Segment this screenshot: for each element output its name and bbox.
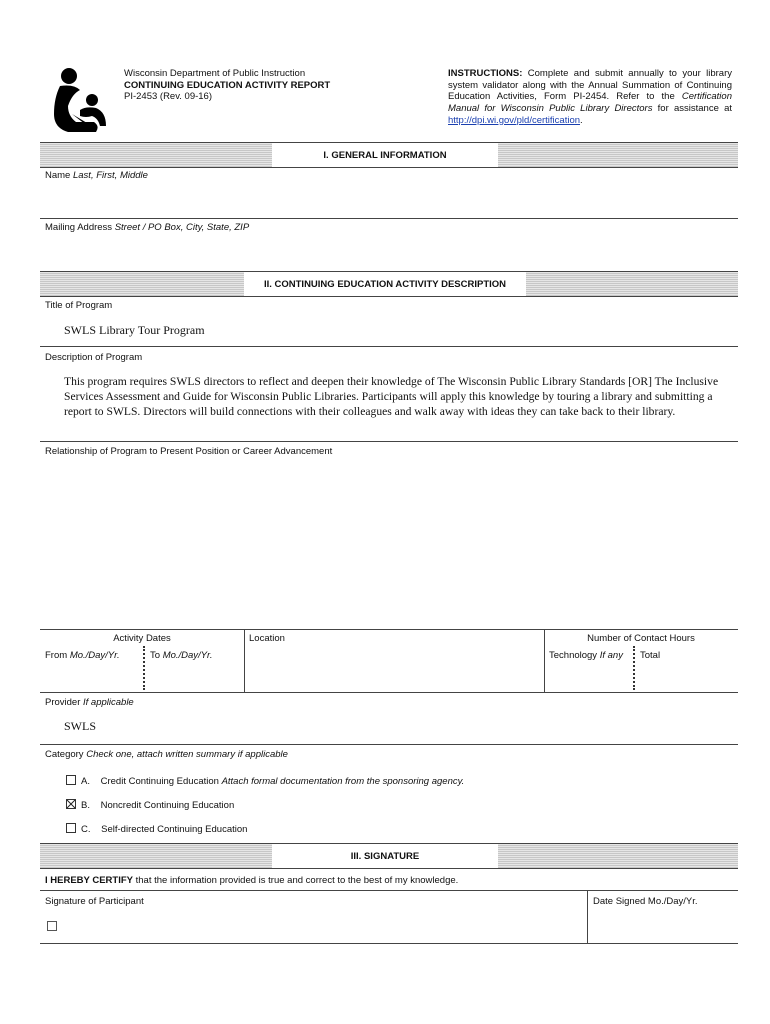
checkbox-noncredit[interactable]	[66, 799, 76, 809]
provider-label-text: Provider	[45, 697, 81, 708]
option-label: Credit Continuing Education	[100, 776, 219, 787]
divider	[40, 629, 738, 630]
technology-hours-field[interactable]	[546, 664, 632, 690]
location-field[interactable]	[246, 648, 542, 690]
title-field[interactable]: SWLS Library Tour Program	[64, 323, 205, 337]
address-label-text: Mailing Address	[45, 222, 113, 233]
section-title-general: I. GENERAL INFORMATION	[272, 143, 498, 167]
name-label	[45, 170, 148, 182]
address-label	[45, 222, 249, 234]
divider	[40, 943, 738, 944]
option-letter: A.	[81, 776, 90, 787]
section-band-general	[40, 142, 738, 168]
divider	[40, 744, 738, 745]
section-title-activity: II. CONTINUING EDUCATION ACTIVITY DESCRIPTION	[244, 272, 526, 296]
section-band-signature	[40, 843, 738, 869]
dpi-logo	[50, 66, 114, 134]
description-label: Description of Program	[45, 352, 143, 363]
option-hint: Attach formal documentation from the sponsoring agency.	[221, 776, 465, 787]
category-label	[45, 749, 288, 761]
total-label: Total	[640, 650, 661, 661]
divider	[40, 441, 738, 442]
to-label	[150, 650, 212, 662]
signature-field[interactable]	[47, 921, 57, 931]
activity-dates-label: Activity Dates	[113, 633, 171, 644]
from-hint: Mo./Day/Yr.	[69, 650, 120, 661]
to-date-field[interactable]	[146, 664, 243, 690]
name-label-text: Name	[45, 170, 71, 181]
certify-text: that the information provided is true and correct to the best of my knowledge.	[135, 875, 459, 886]
divider	[587, 890, 588, 944]
divider	[40, 692, 738, 693]
option-letter: C.	[81, 824, 91, 835]
contact-hours-label: Number of Contact Hours	[587, 633, 695, 644]
technology-label-text: Technology	[549, 650, 598, 661]
from-label-text: From	[45, 650, 68, 661]
divider	[244, 629, 245, 692]
divider	[40, 890, 738, 891]
category-hint: Check one, attach written summary if applicable	[86, 749, 288, 760]
address-hint: Street / PO Box, City, State, ZIP	[114, 222, 250, 233]
form-title: CONTINUING EDUCATION ACTIVITY REPORT	[124, 79, 331, 91]
date-signed-label: Date Signed Mo./Day/Yr.	[593, 896, 698, 907]
section-band-activity	[40, 271, 738, 297]
title-label: Title of Program	[45, 300, 113, 311]
option-noncredit	[81, 800, 234, 812]
provider-label	[45, 697, 134, 709]
hours-separator	[633, 646, 635, 690]
provider-field[interactable]: SWLS	[64, 719, 97, 733]
header-block	[124, 68, 414, 103]
certify-statement	[45, 875, 458, 887]
option-label: Noncredit Continuing Education	[100, 800, 235, 811]
to-hint: Mo./Day/Yr.	[162, 650, 213, 661]
relationship-label: Relationship of Program to Present Position or Career Advancement	[45, 446, 333, 457]
date-separator	[143, 646, 145, 690]
instructions-end: .	[580, 114, 583, 126]
provider-hint: If applicable	[83, 697, 134, 708]
option-label: Self-directed Continuing Education	[101, 824, 248, 835]
technology-hint: If any	[599, 650, 623, 661]
category-label-text: Category	[45, 749, 84, 760]
certification-link[interactable]: http://dpi.wi.gov/pld/certification	[448, 114, 581, 126]
instructions-label: INSTRUCTIONS:	[448, 68, 523, 79]
checkmark-x-icon	[66, 799, 76, 809]
instructions-text-2: for assistance at	[657, 103, 732, 115]
to-label-text: To	[150, 650, 161, 661]
option-letter: B.	[81, 800, 90, 811]
section-title-signature: III. SIGNATURE	[272, 844, 498, 868]
instructions-manual: Certification Manual for Wisconsin Public Library Directors	[448, 91, 732, 115]
participant-signature-label: Signature of Participant	[45, 896, 144, 907]
option-self-directed	[81, 824, 247, 836]
name-field[interactable]	[40, 184, 738, 218]
divider	[40, 346, 738, 347]
from-label	[45, 650, 120, 662]
certify-bold: I HEREBY CERTIFY	[45, 875, 133, 886]
technology-label	[549, 650, 623, 662]
instructions	[448, 68, 732, 127]
from-date-field[interactable]	[40, 664, 142, 690]
checkbox-credit[interactable]	[66, 775, 76, 785]
form-number: PI-2453 (Rev. 09-16)	[124, 91, 213, 103]
name-hint: Last, First, Middle	[72, 170, 148, 181]
relationship-field[interactable]	[40, 460, 738, 628]
date-signed-field[interactable]	[590, 910, 736, 942]
instructions-text: Complete and submit annually to your library system validator along with the Annual Summation of Continuing Education Activities, Form PI-2454. Refer to the	[448, 68, 733, 103]
address-field[interactable]	[40, 236, 738, 270]
option-credit	[81, 776, 464, 788]
divider	[40, 218, 738, 219]
checkbox-self-directed[interactable]	[66, 823, 76, 833]
agency-name: Wisconsin Department of Public Instruction	[124, 68, 306, 79]
location-label: Location	[249, 633, 285, 644]
total-hours-field[interactable]	[637, 664, 737, 690]
description-field[interactable]: This program requires SWLS directors to reflect and deepen their knowledge of The Wisconsin Public Library Standards [OR] The Inclusive Services Assessment and Guide for Wisconsin Public Libraries. Participants will apply this knowledge by touring a library and submitting a report to SWLS. Directors will build connections with their colleagues and walk away with ideas they can take back to their library.	[64, 375, 719, 418]
